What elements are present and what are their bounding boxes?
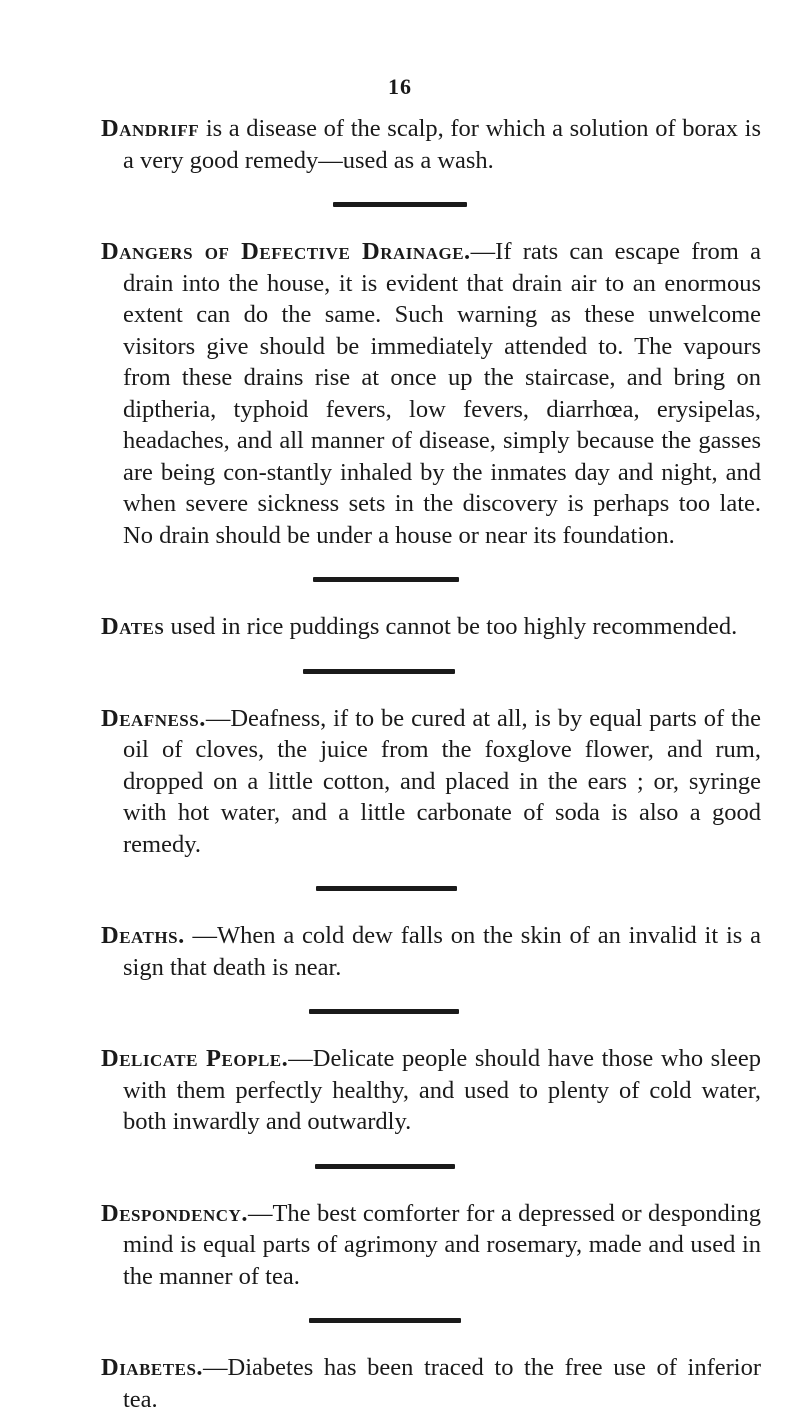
entry-deaths [101,920,761,983]
page-number: 16 [388,74,412,99]
section-divider [309,1318,461,1323]
entry-dates [101,611,761,643]
entry-heading: Dangers of Defective Drainage. [101,238,471,265]
entry-text: —The best comforter for a depressed or desponding mind is equal parts of agrimony and rosemary, made and used in the manner of tea. [123,1199,761,1290]
section-divider [316,886,457,891]
section-divider [315,1164,455,1169]
entry-dangers-of-defective-drainage [101,236,761,551]
section-divider [333,202,467,207]
entry-heading: Deaths. [101,922,185,949]
entry-text: —Delicate people should have those who sleep with them perfectly healthy, and used to plenty of cold water, both inwardly and outwardly. [123,1045,762,1135]
entry-heading: Despondency. [101,1199,248,1227]
entry-heading: Dandriff [101,115,200,142]
entry-heading: Diabetes. [101,1354,204,1381]
section-divider [313,577,459,582]
entry-deafness [101,703,761,861]
entry-despondency [101,1198,761,1293]
entry-text: —If rats can escape from a drain into the house, it is evident that drain air to an enormous extent can do the same. Such warning as these unwelcome visitors give should be immediately attended to. The vapours from these drains rise at once up the staircase, and bring on diptheria, typhoid fevers, low fevers, diarrhœa, erysipelas, headaches, and all manner of disease, simply because the gasses are being con-stantly inhaled by the inmates day and night, and when severe sickness sets in the discovery is perhaps too late. No drain should be under a house or near its foundation. [123,238,761,549]
section-divider [303,669,455,674]
section-divider [309,1009,459,1014]
entry-heading: Deafness. [101,704,206,732]
entry-text: —Diabetes has been traced to the free use of inferior tea. [123,1354,761,1413]
page-content [0,113,800,1415]
entry-heading: Dates [101,613,165,640]
entry-diabetes [101,1352,761,1415]
entry-text: —Deafness, if to be cured at all, is by equal parts of the oil of cloves, the juice from the foxglove flower, and rum, dropped on a little cotton, and placed in the ears ; or, syringe with hot water, and a little carbonate of soda is also a good remedy. [123,704,761,858]
entry-dandriff [101,113,761,176]
entry-text: used in rice puddings cannot be too highly recommended. [164,613,738,640]
entry-text: —When a cold dew falls on the skin of an invalid it is a sign that death is near. [123,922,761,981]
entry-delicate-people [101,1043,761,1138]
entry-text: is a disease of the scalp, for which a solution of borax is a very good remedy—used as a wash. [123,115,761,174]
entry-heading: Delicate People. [101,1045,289,1072]
